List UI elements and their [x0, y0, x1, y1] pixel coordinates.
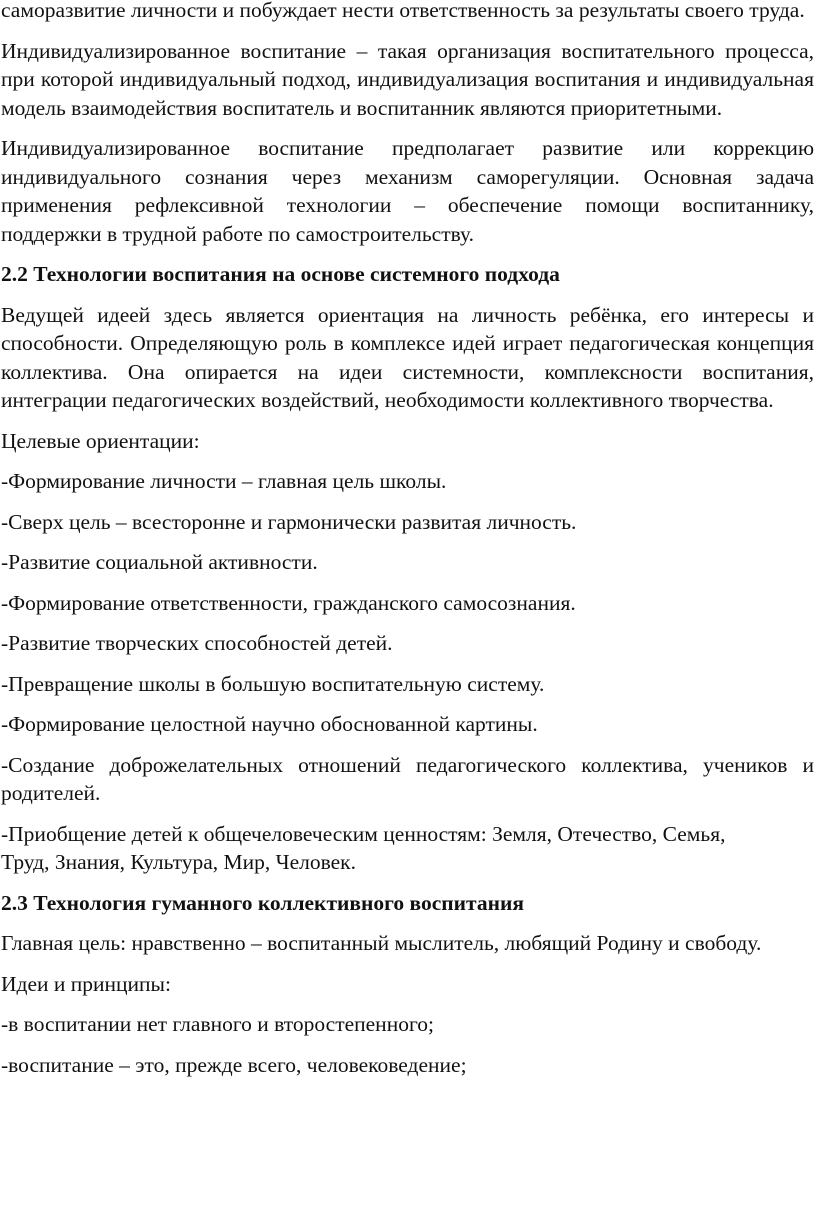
list-item: -Развитие творческих способностей детей.: [1, 631, 393, 655]
heading-section-2-2: 2.2 Технологии воспитания на основе системного подхода: [1, 262, 560, 286]
list-item: -Сверх цель – всесторонне и гармонически развитая личность.: [1, 509, 577, 534]
list-item: -воспитание – это, прежде всего, человековедение;: [1, 1052, 467, 1077]
list-item: -Приобщение детей к общечеловеческим ценностям: Земля, Отечество, Семья, Труд, Знания, Культура, Мир, Человек.: [1, 821, 726, 874]
label-ideas-principles: Идеи и принципы:: [1, 971, 171, 996]
list-item: -Развитие социальной активности.: [1, 550, 318, 574]
paragraph-leading-idea: Ведущей идеей здесь является ориентация на личность ребёнка, его интересы и способности. Определяющую роль в комплексе идей играет педагогическая концепция коллектива. Она опирается на идеи системности, комплексности воспитания, интеграции педагогических воздействий, необходимости коллективного творчества.: [1, 302, 814, 412]
list-item: -Формирование личности – главная цель школы.: [1, 469, 447, 493]
list-item: -Создание доброжелательных отношений педагогического коллектива, учеников и родителей.: [1, 752, 814, 805]
paragraph-individualized-definition: Индивидуализированное воспитание – такая организация воспитательного процесса, при которой индивидуальный подход, индивидуализация воспитания и индивидуальная модель взаимодействия воспитатель и воспитанник являются приоритетными.: [1, 38, 814, 120]
list-item: -Формирование целостной научно обоснованной картины.: [1, 712, 538, 736]
list-item: -Превращение школы в большую воспитательную систему.: [1, 671, 545, 696]
list-item: -Формирование ответственности, гражданского самосознания.: [1, 590, 576, 615]
list-item: -в воспитании нет главного и второстепенного;: [1, 1012, 434, 1036]
paragraph-self-development: саморазвитие личности и побуждает нести ответственность за результаты своего труда.: [1, 0, 805, 22]
paragraph-main-goal: Главная цель: нравственно – воспитанный мыслитель, любящий Родину и свободу.: [1, 931, 762, 955]
paragraph-individualized-goals: Индивидуализированное воспитание предполагает развитие или коррекцию индивидуального сознания через механизм саморегуляции. Основная задача применения рефлексивной технологии – обеспечение помощи воспитаннику, поддержки в трудной работе по самостроительству.: [1, 136, 814, 246]
label-target-orientations: Целевые ориентации:: [1, 428, 200, 453]
heading-section-2-3: 2.3 Технология гуманного коллективного воспитания: [1, 890, 525, 915]
